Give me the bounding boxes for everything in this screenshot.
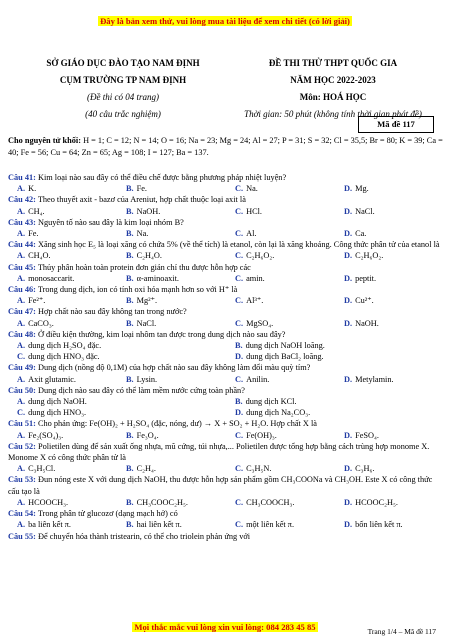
question-text: Nguyên tố nào sau đây là kim loại nhóm B? [35, 217, 184, 227]
option-text: CaCO₃. [28, 318, 54, 328]
answer-options-row [8, 250, 444, 261]
header-right [228, 55, 438, 123]
option-text: dung dịch H₂SO₄ đặc. [28, 341, 102, 351]
answer-option[interactable] [335, 295, 444, 306]
option-letter: A. [17, 273, 26, 283]
answer-option[interactable] [117, 318, 226, 329]
option-text: C₂H₆O₂. [355, 251, 384, 261]
option-text: hai liên kết π. [136, 520, 182, 530]
option-text: HCOOCH₃. [28, 497, 69, 507]
question [8, 441, 444, 475]
exam-code-box: Mã đề 117 [358, 116, 434, 133]
question-text: Cho phản ứng: Fe(OH)₂ + H₂SO₄ (đặc, nóng, dư) → X + SO₂ + H₂O. Hợp chất X là [35, 419, 317, 429]
option-text: MgSO₄. [246, 318, 274, 328]
question [8, 474, 444, 508]
option-text: Na. [246, 184, 258, 194]
question-number: Câu 55: [8, 531, 36, 541]
option-letter: D. [344, 251, 353, 261]
header-left [28, 55, 218, 123]
question [8, 329, 444, 363]
question-text: Trong phân tử glucozơ (dạng mạch hở) có [35, 509, 178, 519]
option-letter: B. [126, 520, 134, 530]
answer-option[interactable] [226, 396, 444, 407]
answer-option[interactable] [226, 519, 335, 530]
answer-option[interactable] [117, 183, 226, 194]
option-letter: C. [235, 520, 244, 530]
question-text: Thủy phân hoàn toàn protein đơn giản chỉ thu được hỗn hợp các [35, 262, 251, 272]
question-text: Đun nóng este X với dung dịch NaOH, thu được hỗn hợp sản phẩm gồm CH₃COONa và CH₃OH. Este X có công thức cấu tạo là [8, 475, 433, 496]
answer-option[interactable] [8, 250, 117, 261]
answer-option[interactable] [117, 228, 226, 239]
atomic-mass-values: H = 1; C = 12; N = 14; O = 16; Na = 23; Mg = 24; Al = 27; P = 31; S = 32; Cl = 35,5; Br = 80; K = 39; Ca = 40; Fe = 56; Cu = 64; Zn = 65; Ag = 108; I = 127; Ba = 137. [8, 136, 443, 157]
option-letter: D. [344, 206, 353, 216]
question-number: Câu 42: [8, 195, 36, 205]
answer-option[interactable] [226, 351, 444, 362]
answer-option[interactable] [226, 374, 335, 385]
question-text: Hợp chất nào sau đây không tan trong nước? [35, 307, 187, 317]
option-letter: A. [17, 397, 26, 407]
question-stem [8, 385, 444, 396]
answer-options-row [8, 340, 444, 351]
option-text: CH₄O. [28, 251, 51, 261]
question [8, 531, 444, 542]
question-text: Trong dung dịch, ion có tính oxi hóa mạnh hơn so với H⁺ là [35, 285, 238, 295]
option-letter: A. [17, 430, 26, 440]
option-text: C₃H₆. [355, 464, 375, 474]
option-text: CH₃COOCH₃. [246, 497, 295, 507]
option-letter: B. [235, 397, 243, 407]
answer-option[interactable] [8, 407, 226, 418]
question [8, 306, 444, 328]
option-text: dung dịch NaOH loãng. [245, 341, 325, 351]
answer-option[interactable] [8, 206, 117, 217]
question-number: Câu 54: [8, 509, 36, 519]
answer-option[interactable] [226, 228, 335, 239]
question-list [8, 172, 444, 542]
school-year: NĂM HỌC 2022-2023 [290, 75, 376, 85]
option-letter: C. [235, 430, 244, 440]
preview-banner-text: Đây là bản xem thử, vui lòng mua tài liệu để xem chi tiết (có lời giải) [100, 16, 350, 26]
answer-option[interactable] [8, 183, 117, 194]
option-text: Na. [136, 229, 149, 239]
subject: Môn: HOÁ HỌC [299, 92, 367, 102]
question [8, 362, 444, 384]
question [8, 172, 444, 194]
question-stem [8, 284, 444, 295]
answer-option[interactable] [117, 519, 226, 530]
option-letter: A. [17, 229, 26, 239]
option-letter: D. [344, 318, 353, 328]
option-text: C₃H₅Cl. [28, 464, 56, 474]
option-text: Mg. [355, 184, 369, 194]
question-number: Câu 43: [8, 217, 36, 227]
contact-footer-text: Mọi thắc mắc vui lòng xin vui lòng: 084 283 45 85 [134, 622, 316, 632]
option-letter: B. [126, 184, 134, 194]
option-letter: A. [17, 374, 26, 384]
preview-banner [0, 11, 450, 29]
answer-option[interactable] [117, 206, 226, 217]
question [8, 239, 444, 261]
answer-option[interactable] [8, 430, 117, 441]
question-text: Dung dịch nào sau đây có thể làm mềm nước cứng toàn phần? [35, 385, 245, 395]
question-number: Câu 47: [8, 307, 36, 317]
option-text: Anilin. [246, 374, 270, 384]
question-stem [8, 418, 444, 429]
option-letter: D. [344, 229, 353, 239]
answer-option[interactable] [335, 273, 444, 284]
question-number: Câu 48: [8, 329, 36, 339]
option-letter: C. [235, 184, 244, 194]
answer-option[interactable] [8, 374, 117, 385]
answer-option[interactable] [226, 183, 335, 194]
answer-option[interactable] [8, 396, 226, 407]
answer-option[interactable] [335, 206, 444, 217]
question-number: Câu 50: [8, 385, 36, 395]
option-letter: D. [344, 520, 353, 530]
option-letter: A. [17, 497, 26, 507]
option-text: HCOOC₂H₅. [355, 497, 398, 507]
question-stem [8, 262, 444, 273]
question-number: Câu 53: [8, 475, 36, 485]
answer-option[interactable] [335, 430, 444, 441]
answer-option[interactable] [226, 250, 335, 261]
answer-option[interactable] [117, 463, 226, 474]
option-letter: B. [126, 251, 134, 261]
answer-option[interactable] [335, 318, 444, 329]
option-text: dung dịch BaCl₂ loãng. [246, 352, 324, 362]
answer-option[interactable] [8, 519, 117, 530]
question-stem [8, 217, 444, 228]
option-text: C₂H₆O₂. [246, 251, 275, 261]
question-text: Theo thuyết axit - bazơ của Areniut, hợp chất thuộc loại axit là [35, 195, 246, 205]
option-text: dung dịch NaOH. [28, 397, 87, 407]
answer-options-row [8, 430, 444, 441]
option-text: α-aminoaxit. [136, 273, 179, 283]
question-stem [8, 306, 444, 317]
option-letter: C. [17, 352, 26, 362]
question-stem [8, 474, 444, 496]
answer-option[interactable] [8, 497, 117, 508]
question [8, 508, 444, 530]
option-text: C₂H₄O. [136, 251, 162, 261]
question [8, 385, 444, 419]
answer-option[interactable] [335, 183, 444, 194]
option-letter: C. [235, 296, 244, 306]
answer-option[interactable] [226, 463, 335, 474]
option-letter: B. [126, 318, 134, 328]
question-text: Kim loại nào sau đây có thể điều chế được bằng phương pháp nhiệt luyện? [35, 173, 287, 182]
question [8, 262, 444, 284]
option-text: một liên kết π. [246, 520, 295, 530]
answer-option[interactable] [117, 273, 226, 284]
answer-option[interactable] [117, 374, 226, 385]
option-letter: A. [17, 318, 26, 328]
option-text: peptit. [355, 273, 377, 283]
option-letter: D. [235, 352, 244, 362]
option-text: C₃H₅N. [246, 464, 272, 474]
answer-option[interactable] [8, 295, 117, 306]
atomic-mass-info [8, 135, 444, 158]
answer-option[interactable] [335, 497, 444, 508]
option-text: Fe. [136, 184, 147, 194]
option-letter: B. [126, 497, 134, 507]
option-letter: C. [235, 206, 244, 216]
question-stem [8, 508, 444, 519]
option-letter: A. [17, 251, 26, 261]
question-number: Câu 44: [8, 240, 36, 250]
answer-option[interactable] [335, 250, 444, 261]
question-number: Câu 46: [8, 285, 36, 295]
time-limit: Thời gian: 50 phút (không tính thời gian phát đề) [244, 109, 422, 119]
option-text: amin. [246, 273, 265, 283]
answer-option[interactable] [226, 340, 444, 351]
option-text: Ca. [355, 229, 367, 239]
option-letter: C. [235, 251, 244, 261]
question-stem [8, 172, 444, 183]
question-stem [8, 362, 444, 373]
option-letter: D. [344, 374, 353, 384]
option-text: Fe₃O₄. [136, 430, 159, 440]
option-letter: A. [17, 464, 26, 474]
option-text: Al³⁺. [246, 296, 264, 306]
option-text: dung dịch HNO₃ đặc. [28, 352, 100, 362]
answer-option[interactable] [335, 463, 444, 474]
option-text: Fe²⁺. [28, 296, 46, 306]
option-letter: B. [126, 273, 134, 283]
option-letter: A. [17, 184, 26, 194]
question-text: Xăng sinh học E₅ là loại xăng có chứa 5% (về thể tích) là etanol, còn lại là xăng khoáng. Công thức phân tử của etanol là [35, 240, 440, 250]
option-text: Fe₂(SO₄)₃. [28, 430, 64, 440]
option-letter: D. [344, 296, 353, 306]
option-letter: C. [235, 464, 244, 474]
answer-options-row [8, 407, 444, 418]
question-stem [8, 239, 444, 250]
option-text: Cu²⁺. [355, 296, 374, 306]
answer-option[interactable] [8, 340, 226, 351]
option-text: NaCl. [355, 206, 375, 216]
option-letter: B. [235, 341, 243, 351]
answer-options-row [8, 519, 444, 530]
option-letter: C. [235, 273, 244, 283]
answer-options-row [8, 463, 444, 474]
school-cluster: CỤM TRƯỜNG TP NAM ĐỊNH [59, 75, 187, 85]
answer-options-row [8, 318, 444, 329]
question-stem [8, 531, 444, 542]
option-letter: C. [235, 229, 244, 239]
page-count-note: (Đề thi có 04 trang) [87, 92, 159, 102]
answer-options-row [8, 497, 444, 508]
option-text: Al. [246, 229, 257, 239]
answer-option[interactable] [117, 250, 226, 261]
question-text: Ở điều kiện thường, kim loại nhôm tan được trong dung dịch nào sau đây? [35, 329, 286, 339]
option-text: monosaccarit. [28, 273, 75, 283]
answer-options-row [8, 351, 444, 362]
answer-options-row [8, 273, 444, 284]
option-letter: C. [235, 318, 244, 328]
answer-option[interactable] [226, 430, 335, 441]
answer-options-row [8, 206, 444, 217]
question-count-note: (40 câu trắc nghiệm) [85, 109, 161, 119]
answer-option[interactable] [226, 273, 335, 284]
option-text: Metylamin. [355, 374, 394, 384]
answer-option[interactable] [226, 206, 335, 217]
option-letter: C. [17, 408, 26, 418]
page-number: Trang 1/4 – Mã đề 117 [367, 627, 436, 636]
option-letter: B. [126, 464, 134, 474]
option-letter: B. [126, 206, 134, 216]
option-text: NaOH. [355, 318, 379, 328]
option-text: dung dịch KCl. [245, 397, 297, 407]
answer-option[interactable] [8, 351, 226, 362]
option-text: dung dịch HNO₃. [28, 408, 87, 418]
option-text: CH₄. [28, 206, 45, 216]
option-letter: D. [344, 273, 353, 283]
answer-option[interactable] [335, 519, 444, 530]
answer-option[interactable] [8, 463, 117, 474]
question-number: Câu 52: [8, 441, 36, 451]
option-letter: D. [344, 430, 353, 440]
option-text: CH₃COOC₂H₅. [136, 497, 188, 507]
option-letter: C. [235, 374, 244, 384]
answer-option[interactable] [8, 318, 117, 329]
option-text: NaOH. [136, 206, 161, 216]
atomic-mass-label: Cho nguyên tử khối: [8, 136, 81, 145]
option-text: Fe. [28, 229, 39, 239]
answer-option[interactable] [117, 430, 226, 441]
option-text: ba liên kết π. [28, 520, 71, 530]
option-text: FeSO₄. [355, 430, 379, 440]
option-text: C₂H₄. [136, 464, 156, 474]
answer-option[interactable] [8, 228, 117, 239]
option-letter: B. [126, 430, 134, 440]
question-stem [8, 194, 444, 205]
option-letter: D. [344, 497, 353, 507]
department-name: SỞ GIÁO DỤC ĐÀO TẠO NAM ĐỊNH [46, 58, 200, 68]
question [8, 284, 444, 306]
answer-options-row [8, 295, 444, 306]
option-letter: B. [126, 229, 134, 239]
option-text: Lysin. [136, 374, 158, 384]
option-letter: A. [17, 341, 26, 351]
question-number: Câu 51: [8, 419, 36, 429]
question-text: Để chuyển hóa thành tristearin, có thể cho triolein phản ứng với [35, 531, 251, 541]
question [8, 217, 444, 239]
exam-title: ĐỀ THI THỬ THPT QUỐC GIA [268, 58, 398, 68]
option-text: dung dịch Na₂CO₃. [246, 408, 311, 418]
answer-option[interactable] [226, 295, 335, 306]
question-text: Dung dịch (nồng độ 0,1M) của hợp chất nào sau đây không làm đổi màu quỳ tím? [35, 363, 311, 373]
answer-option[interactable] [335, 228, 444, 239]
option-text: Mg²⁺. [136, 296, 158, 306]
option-letter: C. [235, 497, 244, 507]
option-text: NaCl. [136, 318, 157, 328]
answer-option[interactable] [226, 407, 444, 418]
answer-option[interactable] [226, 318, 335, 329]
option-letter: A. [17, 520, 26, 530]
answer-option[interactable] [335, 374, 444, 385]
answer-option[interactable] [117, 497, 226, 508]
option-letter: A. [17, 206, 26, 216]
answer-option[interactable] [8, 273, 117, 284]
option-text: Axit glutamic. [28, 374, 77, 384]
option-text: HCl. [246, 206, 262, 216]
option-text: K. [28, 184, 37, 194]
question-number: Câu 41: [8, 173, 36, 182]
option-letter: B. [126, 296, 134, 306]
option-letter: D. [235, 408, 244, 418]
question-number: Câu 45: [8, 262, 36, 272]
answer-options-row [8, 396, 444, 407]
option-text: bốn liên kết π. [355, 520, 403, 530]
option-letter: B. [126, 374, 134, 384]
question [8, 418, 444, 440]
question [8, 194, 444, 216]
answer-option[interactable] [117, 295, 226, 306]
question-stem [8, 441, 444, 463]
question-stem [8, 329, 444, 340]
question-number: Câu 49: [8, 363, 36, 373]
option-letter: A. [17, 296, 26, 306]
answer-option[interactable] [226, 497, 335, 508]
answer-options-row [8, 374, 444, 385]
option-letter: D. [344, 184, 353, 194]
answer-options-row [8, 228, 444, 239]
answer-options-row [8, 183, 444, 194]
option-letter: D. [344, 464, 353, 474]
option-text: Fe(OH)₃. [246, 430, 277, 440]
question-text: Polietilen dùng để sản xuất ống nhựa, mũ cứng, túi nhựa,... Polietilen được tổng hợp bằng cách trùng hợp monome X. Monome X có công thức phân tử là [8, 441, 430, 463]
